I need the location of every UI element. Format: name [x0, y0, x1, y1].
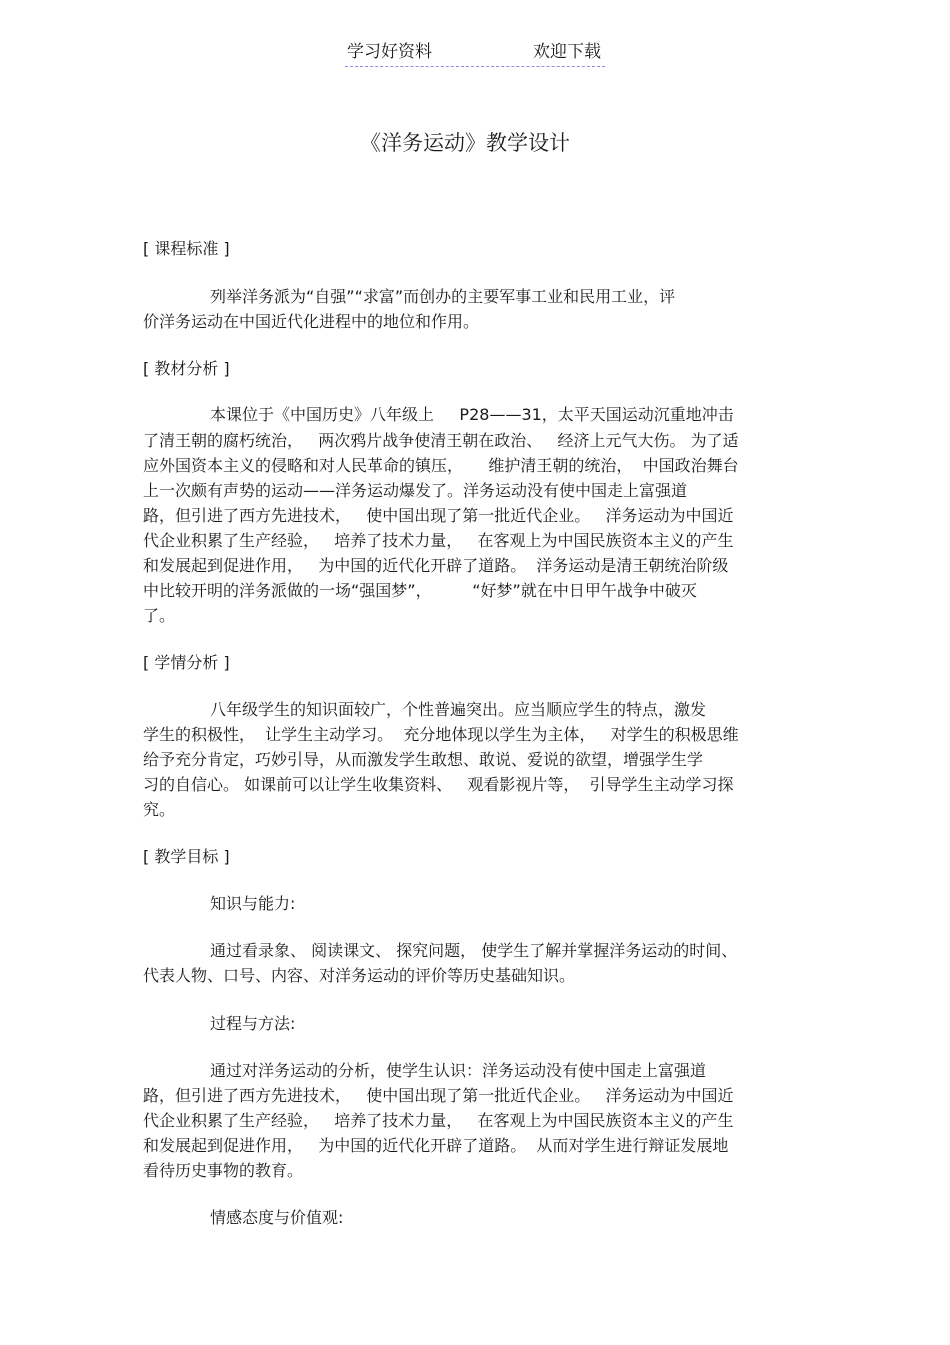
paragraph-line: 路，但引进了西方先进技术， 使中国出现了第一批近代企业。 洋务运动为中国近 [143, 1086, 734, 1105]
paragraph-line: 看待历史事物的教育。 [143, 1161, 304, 1180]
paragraph-line: 上一次颇有声势的运动——洋务运动爆发了。洋务运动没有使中国走上富强道 [143, 481, 688, 500]
paragraph-line: 了。 [143, 606, 176, 625]
paragraph-line: 习的自信心。 如课前可以让学生收集资料、 观看影视片等， 引导学生主动学习探 [143, 775, 734, 794]
paragraph-line: 学生的积极性， 让学生主动学习。 充分地体现以学生为主体， 对学生的积极思维 [143, 725, 739, 744]
header-right-text: 欢迎下载 [533, 42, 601, 62]
paragraph-line: 八年级学生的知识面较广，个性普遍突出。应当顺应学生的特点，激发 [210, 700, 707, 719]
paragraph-line: 路，但引进了西方先进技术， 使中国出现了第一批近代企业。 洋务运动为中国近 [143, 506, 734, 525]
paragraph-line: 通过看录象、 阅读课文、 探究问题， 使学生了解并掌握洋务运动的时间、 [210, 941, 738, 960]
paragraph-line: 代企业积累了生产经验， 培养了技术力量， 在客观上为中国民族资本主义的产生 [143, 1111, 734, 1130]
section-heading-teaching-goals: [ 教学目标 ] [143, 847, 230, 866]
paragraph-line: 中比较开明的洋务派做的一场“强国梦”， “好梦”就在中日甲午战争中破灭 [143, 581, 697, 600]
subheading-process-method: 过程与方法: [210, 1014, 296, 1033]
paragraph-line: 和发展起到促进作用， 为中国的近代化开辟了道路。 洋务运动是清王朝统治阶级 [143, 556, 729, 575]
subheading-knowledge-ability: 知识与能力: [210, 894, 296, 913]
paragraph-line: 给予充分肯定，巧妙引导，从而激发学生敢想、敢说、爱说的欲望，增强学生学 [143, 750, 704, 769]
paragraph-line: 价洋务运动在中国近代化进程中的地位和作用。 [143, 312, 480, 331]
page-header [345, 40, 605, 67]
paragraph-line: 究。 [143, 800, 176, 819]
header-left-text: 学习好资料 [347, 42, 432, 62]
paragraph-line: 列举洋务派为“自强”“求富”而创办的主要军事工业和民用工业，评 [210, 287, 676, 306]
section-heading-student-analysis: [ 学情分析 ] [143, 653, 230, 672]
document-title: 《洋务运动》教学设计 [360, 131, 570, 155]
paragraph-line: 代企业积累了生产经验， 培养了技术力量， 在客观上为中国民族资本主义的产生 [143, 531, 734, 550]
paragraph-line: 代表人物、口号、内容、对洋务运动的评价等历史基础知识。 [143, 966, 576, 985]
paragraph-line: 通过对洋务运动的分析，使学生认识：洋务运动没有使中国走上富强道 [210, 1061, 707, 1080]
paragraph-line: 本课位于《中国历史》八年级上 P28——31，太平天国运动沉重地冲击 [210, 405, 734, 424]
paragraph-line: 应外国资本主义的侵略和对人民革命的镇压， 维护清王朝的统治， 中国政治舞台 [143, 456, 739, 475]
section-heading-textbook-analysis: [ 教材分析 ] [143, 359, 230, 378]
subheading-emotion-values: 情感态度与价值观: [210, 1208, 344, 1227]
paragraph-line: 和发展起到促进作用， 为中国的近代化开辟了道路。 从而对学生进行辩证发展地 [143, 1136, 729, 1155]
section-heading-curriculum-standard: [ 课程标准 ] [143, 239, 230, 258]
paragraph-line: 了清王朝的腐朽统治， 两次鸦片战争使清王朝在政治、 经济上元气大伤。 为了适 [143, 431, 739, 450]
